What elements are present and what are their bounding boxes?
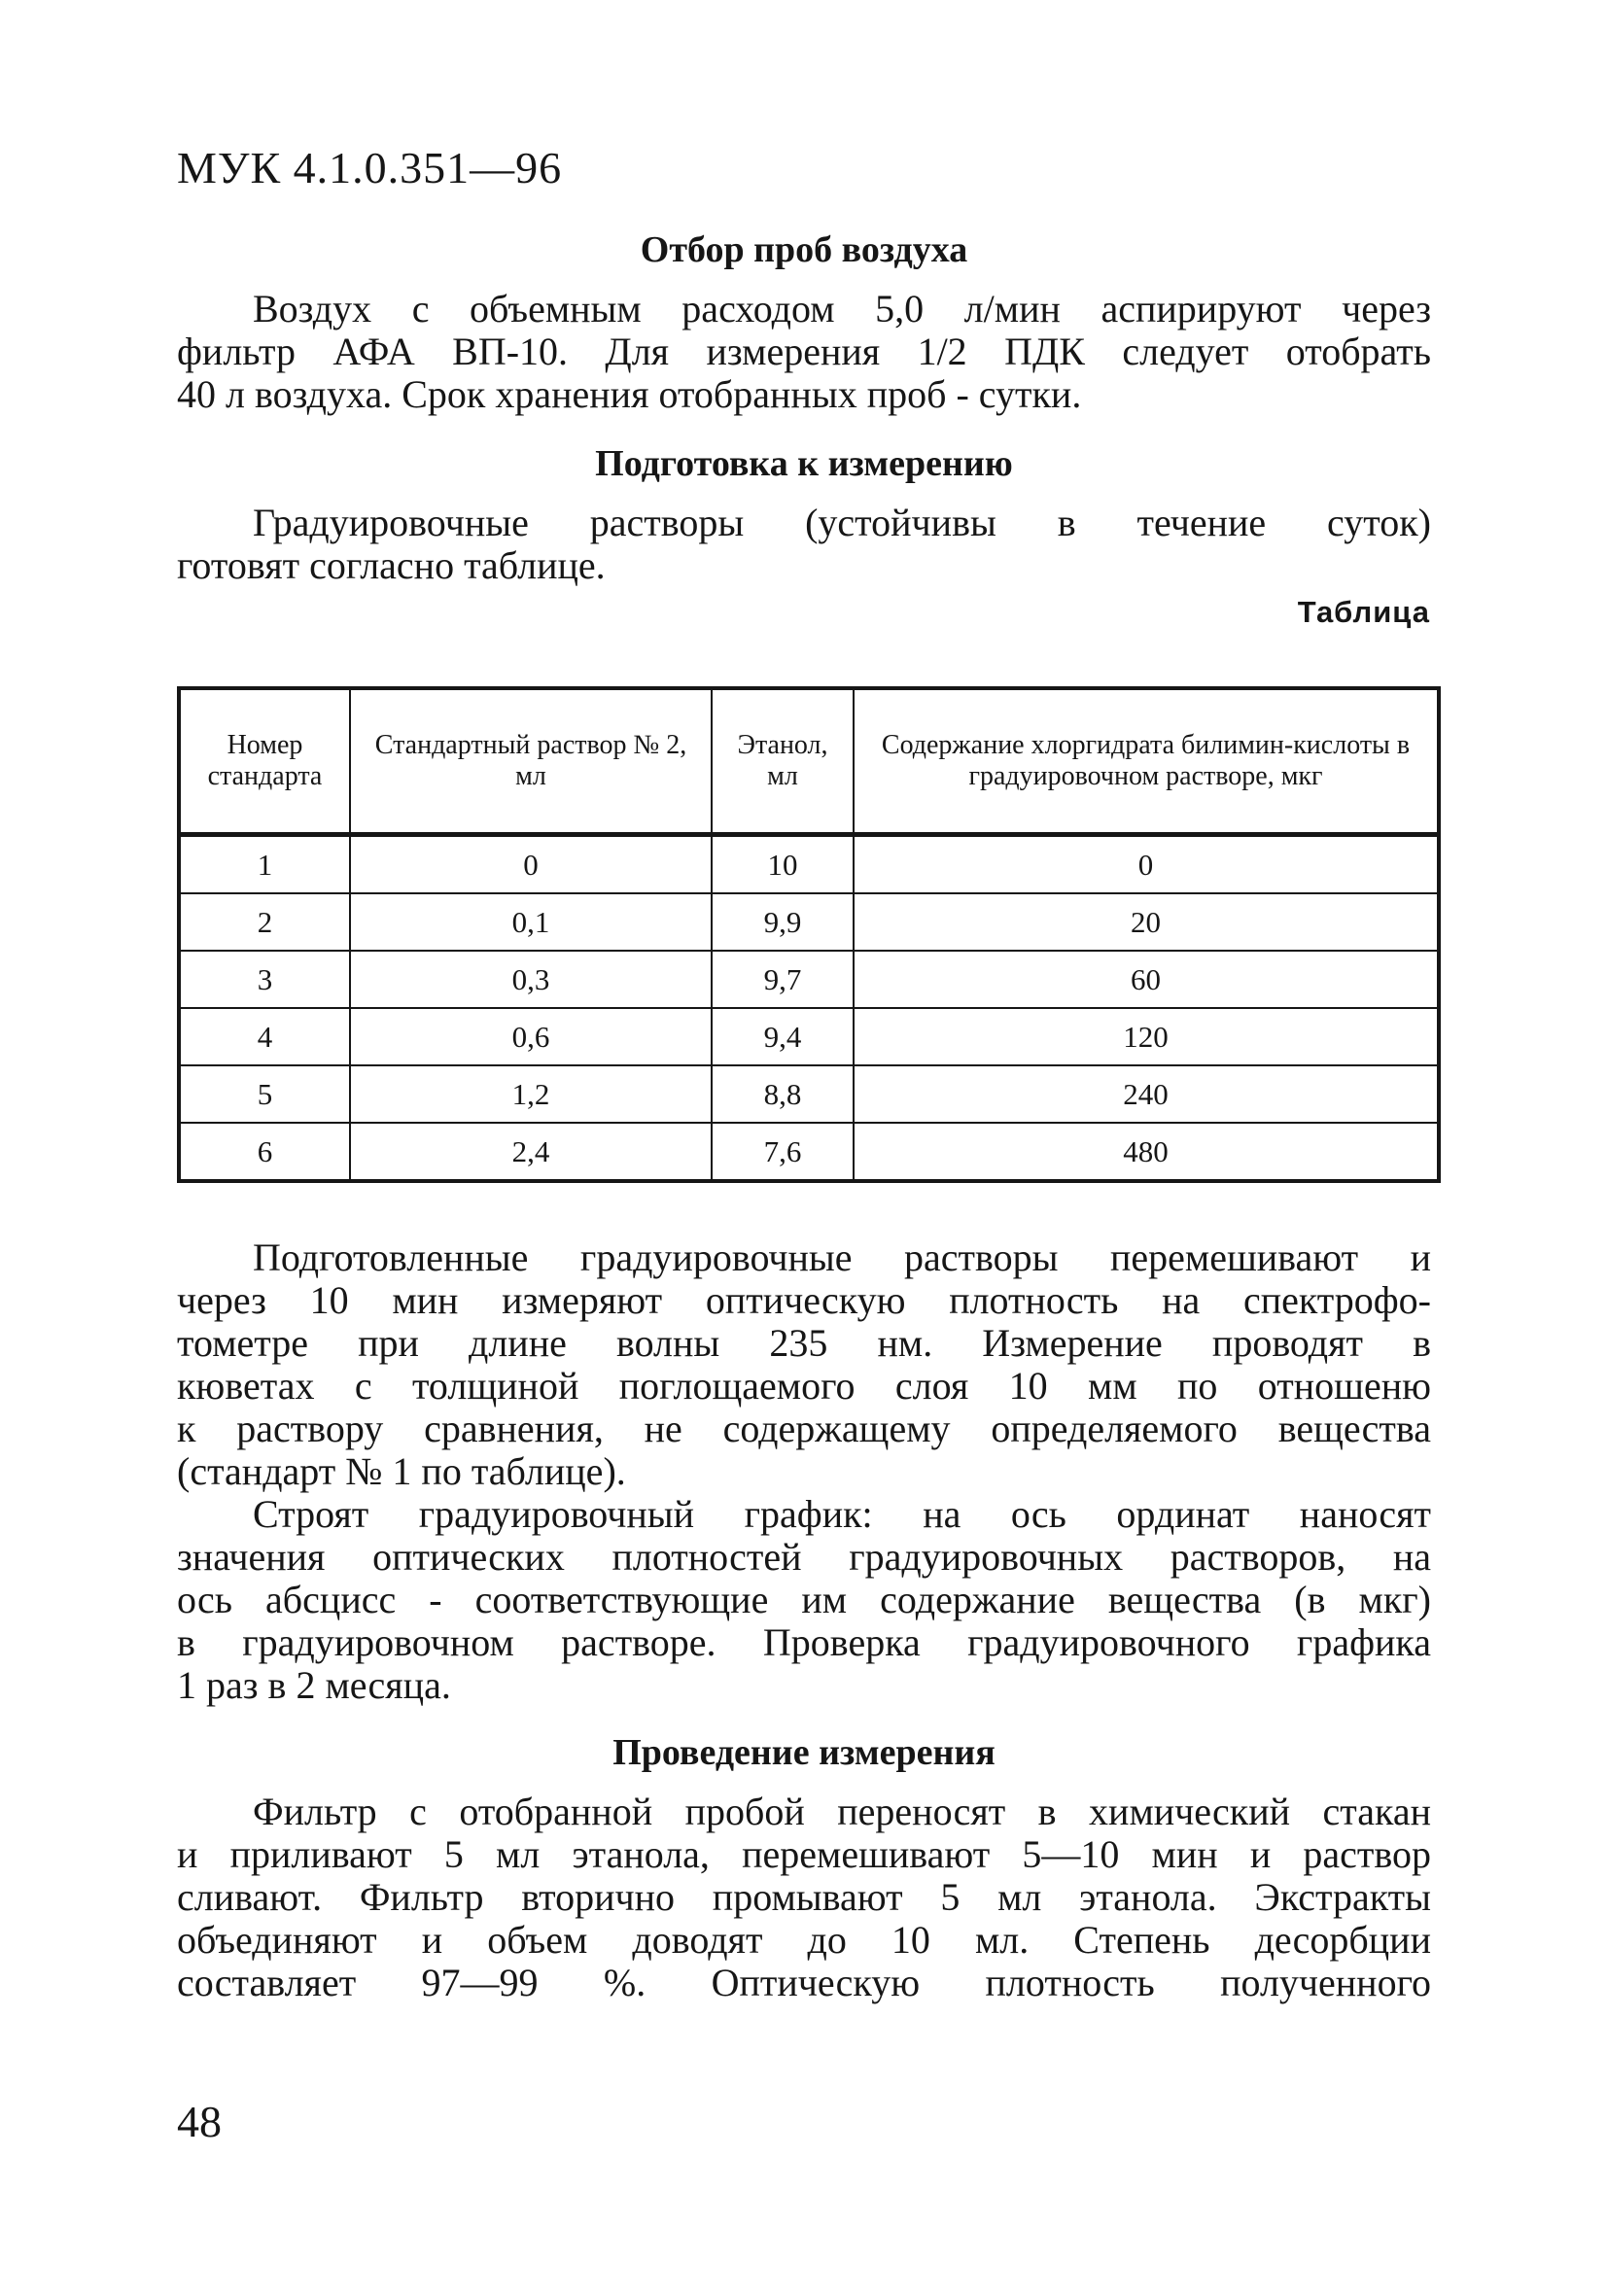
column-header-standard-number: Номер стандарта bbox=[179, 688, 350, 835]
table-caption: Таблица bbox=[1297, 595, 1430, 629]
table-cell: 2 bbox=[179, 893, 350, 951]
table-row bbox=[179, 951, 1439, 1008]
table-cell: 1,2 bbox=[350, 1065, 712, 1123]
table-cell: 2,4 bbox=[350, 1123, 712, 1181]
table-cell: 6 bbox=[179, 1123, 350, 1181]
table-cell: 1 bbox=[179, 835, 350, 894]
paragraph-line: 40 л воздуха. Срок хранения отобранных проб - сутки. bbox=[177, 372, 1082, 416]
heading-preparation: Подготовка к измерению bbox=[595, 443, 1013, 484]
paragraph-line: фильтр АФА ВП-10. Для измерения 1/2 ПДК следует отобрать bbox=[177, 330, 1431, 373]
paragraph-line: составляет 97—99 %. Оптическую плотность полученного bbox=[177, 1961, 1431, 2004]
column-header-content: Содержание хлоргидрата билимин-кислоты в градуировочном растворе, мкг bbox=[854, 688, 1439, 835]
table-cell: 10 bbox=[712, 835, 854, 894]
table-cell: 0,6 bbox=[350, 1008, 712, 1065]
paragraph-line: в градуировочном растворе. Проверка градуировочного графика bbox=[177, 1620, 1431, 1664]
table-cell: 8,8 bbox=[712, 1065, 854, 1123]
table-row bbox=[179, 1008, 1439, 1065]
table-cell: 7,6 bbox=[712, 1123, 854, 1181]
table-cell: 480 bbox=[854, 1123, 1439, 1181]
column-header-standard-solution: Стандартный раствор № 2, мл bbox=[350, 688, 712, 835]
heading-air-sampling: Отбор проб воздуха bbox=[640, 229, 968, 270]
paragraph-calibration-graph bbox=[177, 1493, 1431, 1707]
paragraph-line: ось абсцисс - соответствующие им содержание вещества (в мкг) bbox=[177, 1578, 1431, 1621]
table-cell: 5 bbox=[179, 1065, 350, 1123]
paragraph-line: 1 раз в 2 месяца. bbox=[177, 1663, 451, 1707]
paragraph-preparation bbox=[177, 502, 1431, 587]
paragraph-line: тометре при длине волны 235 нм. Измерение проводят в bbox=[177, 1321, 1431, 1365]
table-cell: 0 bbox=[350, 835, 712, 894]
table-cell: 0,1 bbox=[350, 893, 712, 951]
calibration-table bbox=[177, 686, 1441, 1183]
table-cell: 3 bbox=[179, 951, 350, 1008]
table-cell: 0 bbox=[854, 835, 1439, 894]
table-row bbox=[179, 835, 1439, 894]
table-cell: 240 bbox=[854, 1065, 1439, 1123]
page-number: 48 bbox=[177, 2097, 222, 2146]
paragraph-line: Градуировочные растворы (устойчивы в течение суток) bbox=[253, 501, 1431, 544]
paragraph-line: готовят согласно таблице. bbox=[177, 543, 606, 587]
table-cell: 9,9 bbox=[712, 893, 854, 951]
paragraph-line: и приливают 5 мл этанола, перемешивают 5—10 мин и раствор bbox=[177, 1832, 1431, 1876]
table-header-row bbox=[179, 688, 1439, 835]
table-row bbox=[179, 1123, 1439, 1181]
table-row bbox=[179, 1065, 1439, 1123]
table-row bbox=[179, 893, 1439, 951]
paragraph-line: объединяют и объем доводят до 10 мл. Степень десорбции bbox=[177, 1918, 1431, 1962]
paragraph-line: через 10 мин измеряют оптическую плотность на спектрофо- bbox=[177, 1278, 1431, 1322]
paragraph-line: Фильтр с отобранной пробой переносят в химический стакан bbox=[253, 1790, 1431, 1833]
paragraph-line: Подготовленные градуировочные растворы перемешивают и bbox=[253, 1235, 1431, 1279]
paragraph-line: к раствору сравнения, не содержащему определяемого вещества bbox=[177, 1407, 1431, 1450]
paragraph-line: Строят градуировочный график: на ось ординат наносят bbox=[253, 1492, 1431, 1536]
table-cell: 120 bbox=[854, 1008, 1439, 1065]
paragraph-air-sampling bbox=[177, 288, 1431, 416]
table-cell: 0,3 bbox=[350, 951, 712, 1008]
table-cell: 20 bbox=[854, 893, 1439, 951]
paragraph-line: (стандарт № 1 по таблице). bbox=[177, 1449, 626, 1493]
heading-measurement: Проведение измерения bbox=[612, 1732, 996, 1773]
paragraph-measurement bbox=[177, 1791, 1431, 2004]
table-cell: 4 bbox=[179, 1008, 350, 1065]
document-code: МУК 4.1.0.351—96 bbox=[177, 143, 563, 192]
table-cell: 9,7 bbox=[712, 951, 854, 1008]
paragraph-line: кюветах с толщиной поглощаемого слоя 10 мм по отношеню bbox=[177, 1364, 1431, 1408]
table-cell: 60 bbox=[854, 951, 1439, 1008]
column-header-ethanol: Этанол, мл bbox=[712, 688, 854, 835]
paragraph-line: Воздух с объемным расходом 5,0 л/мин аспирируют через bbox=[253, 287, 1431, 330]
paragraph-line: значения оптических плотностей градуировочных растворов, на bbox=[177, 1535, 1431, 1579]
paragraph-measurement-procedure bbox=[177, 1236, 1431, 1493]
paragraph-line: сливают. Фильтр вторично промывают 5 мл этанола. Экстракты bbox=[177, 1875, 1431, 1919]
table-cell: 9,4 bbox=[712, 1008, 854, 1065]
